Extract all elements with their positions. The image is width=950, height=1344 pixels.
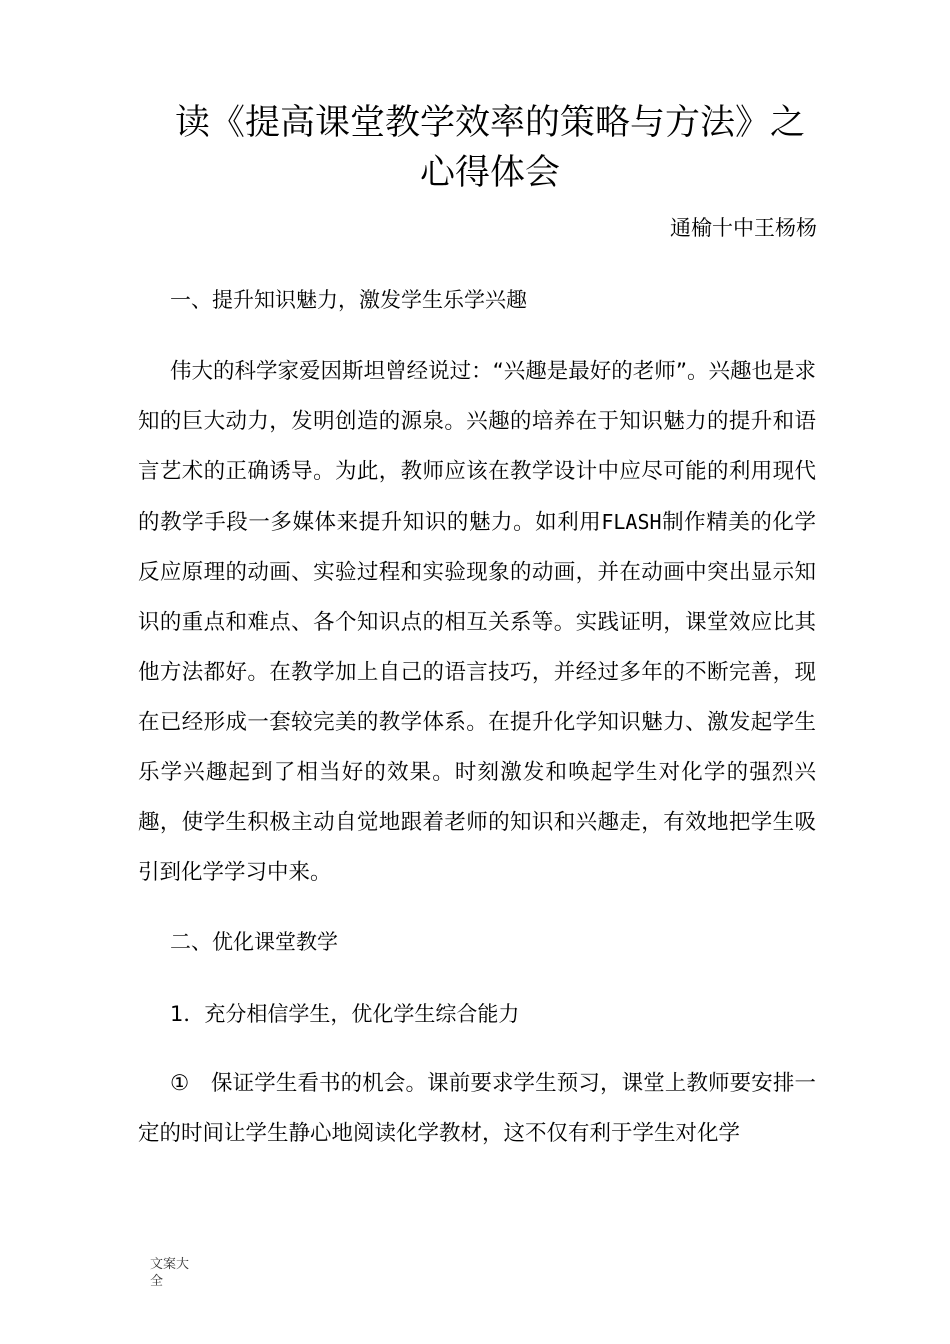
section-1-paragraph-text-b: 制作精美的化学反应原理的动画、实验过程和实验现象的动画，并在动画中突出显示知识的重点和难点、各个知识点的相互关系等。实践证明，课堂效应比其他方法都好。在教学加上自己的语言技巧，并经过多年的不断完善，现在已经形成一套较完美的教学体系。在提升化学知识魅力、激发起学生乐学兴趣起到了相当好的效果。时刻激发和唤起学生对化学的强烈兴趣，使学生积极主动自觉地跟着老师的知识和兴趣走，有效地把学生吸引到化学学习中来。 — [138, 510, 816, 885]
document-title-line-1: 读《提高课堂教学效率的策略与方法》之 — [174, 103, 805, 143]
flash-term: FLASH — [601, 510, 662, 534]
section-1-heading: 一、提升知识魅力，激发学生乐学兴趣 — [170, 288, 527, 312]
section-2-heading: 二、优化课堂教学 — [170, 930, 338, 954]
section-1-paragraph-text-a: 伟大的科学家爱因斯坦曾经说过：“兴趣是最好的老师”。兴趣也是求知的巨大动力，发明创造的源泉。兴趣的培养在于知识魅力的提升和语言艺术的正确诱导。为此，教师应该在教学设计中应尽可能的利用现代的教学手段一多媒体来提升知识的魅力。如利用 — [138, 359, 816, 535]
author-line: 通榆十中王杨杨 — [670, 216, 817, 240]
section-2-subheading-1: 1．充分相信学生，优化学生综合能力 — [170, 1002, 520, 1026]
section-1-paragraph — [138, 347, 816, 898]
document-title-line-2: 心得体会 — [419, 153, 560, 193]
section-2-paragraph: ① 保证学生看书的机会。课前要求学生预习，课堂上教师要安排一定的时间让学生静心地阅读化学教材，这不仅有利于学生对化学 — [138, 1071, 816, 1146]
page-footer: 文案大全 — [150, 1257, 190, 1289]
